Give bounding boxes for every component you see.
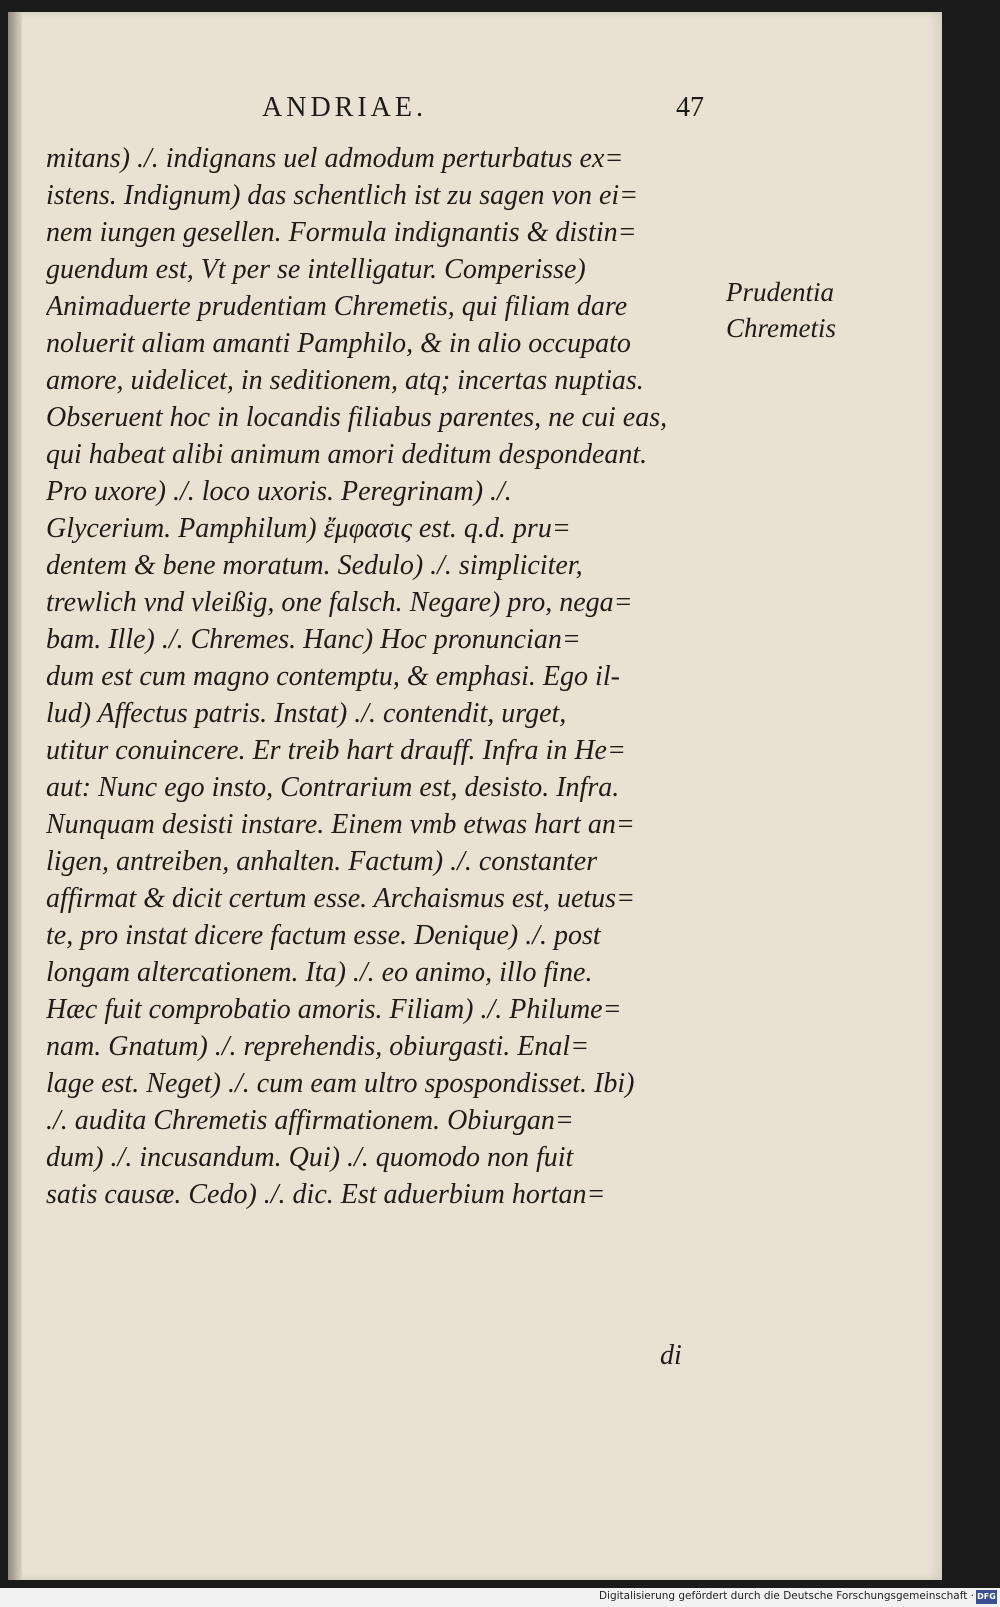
text-line: satis causæ. Cedo) ./. dic. Est aduerbium hortan= [46, 1179, 606, 1210]
book-page [8, 12, 942, 1580]
credit-bar [0, 1588, 1000, 1607]
text-line: dentem & bene moratum. Sedulo) ./. simpliciter, [46, 550, 583, 581]
marginal-note [726, 274, 886, 346]
page-gutter [8, 12, 22, 1580]
text-line: lud) Affectus patris. Instat) ./. contendit, urget, [46, 698, 567, 729]
text-line: Hæc fuit comprobatio amoris. Filiam) ./. Philume= [46, 994, 622, 1025]
text-line: Animaduerte prudentiam Chremetis, qui filiam dare [46, 291, 628, 322]
text-line: amore, uidelicet, in seditionem, atq; incertas nuptias. [46, 365, 644, 396]
text-line: Pro uxore) ./. loco uxoris. Peregrinam) ./. [46, 476, 512, 507]
digitization-credit: Digitalisierung gefördert durch die Deutsche Forschungsgemeinschaft · [598, 1590, 974, 1602]
text-line: mitans) ./. indignans uel admodum perturbatus ex= [46, 143, 624, 174]
body-text [46, 140, 716, 1213]
text-line: Obseruent hoc in locandis filiabus parentes, ne cui eas, [46, 402, 668, 433]
text-line: Nunquam desisti instare. Einem vmb etwas hart an= [46, 809, 635, 840]
text-line: noluerit aliam amanti Pamphilo, & in alio occupato [46, 328, 631, 359]
text-line: guendum est, Vt per se intelligatur. Comperisse) [46, 254, 586, 285]
dfg-logo: DFG [976, 1590, 997, 1604]
text-line: utitur conuincere. Er treib hart drauff. Infra in He= [46, 735, 626, 766]
text-line: dum) ./. incusandum. Qui) ./. quomodo non fuit [46, 1142, 574, 1173]
text-line: aut: Nunc ego insto, Contrarium est, desisto. Infra. [46, 772, 620, 803]
text-line: nem iungen gesellen. Formula indignantis & distin= [46, 217, 637, 248]
text-line: ligen, antreiben, anhalten. Factum) ./. constanter [46, 846, 598, 877]
text-line: nam. Gnatum) ./. reprehendis, obiurgasti. Enal= [46, 1031, 590, 1062]
marginal-note-line: Chremetis [726, 313, 836, 343]
text-line: dum est cum magno contemptu, & emphasi. Ego il- [46, 661, 620, 692]
marginal-note-line: Prudentia [726, 277, 834, 307]
text-line: trewlich vnd vleißig, one falsch. Negare) pro, nega= [46, 587, 633, 618]
text-line: affirmat & dicit certum esse. Archaismus est, uetus= [46, 883, 635, 914]
text-line: ./. audita Chremetis affirmationem. Obiurgan= [46, 1105, 574, 1136]
text-line: lage est. Neget) ./. cum eam ultro spospondisset. Ibi) [46, 1068, 635, 1099]
running-head: ANDRIAE. [262, 92, 427, 123]
text-line: qui habeat alibi animum amori deditum despondeant. [46, 439, 648, 470]
text-line: bam. Ille) ./. Chremes. Hanc) Hoc pronuncian= [46, 624, 581, 655]
text-line: istens. Indignum) das schentlich ist zu sagen von ei= [46, 180, 639, 211]
text-line: te, pro instat dicere factum esse. Denique) ./. post [46, 920, 601, 951]
text-line: longam altercationem. Ita) ./. eo animo, illo fine. [46, 957, 593, 988]
catchword: di [660, 1340, 682, 1371]
text-line: Glycerium. Pamphilum) ἔμφασις est. q.d. pru= [46, 513, 571, 544]
page-number: 47 [676, 92, 704, 123]
